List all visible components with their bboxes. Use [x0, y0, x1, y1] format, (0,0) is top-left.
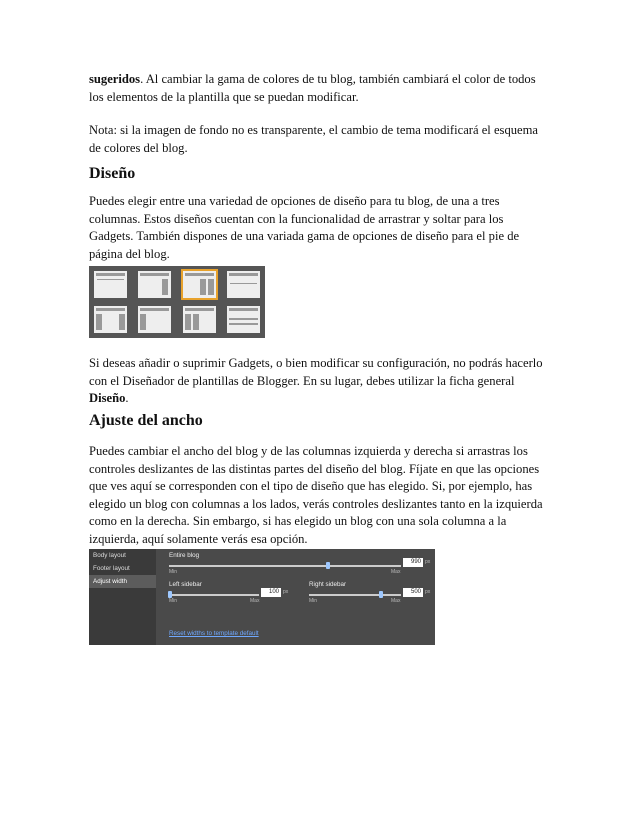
layout-thumb [138, 271, 171, 298]
entire-blog-slider-handle [326, 562, 330, 569]
left-sidebar-label: Left sidebar [169, 581, 202, 588]
right-sidebar-slider-handle [379, 591, 383, 598]
menu-item-body-layout: Body layout [93, 552, 126, 559]
left-sidebar-track [169, 594, 259, 596]
entire-blog-track [169, 565, 401, 567]
layout-thumb-selected [183, 271, 216, 298]
menu-item-footer-layout: Footer layout [93, 565, 130, 572]
right-sidebar-track [309, 594, 401, 596]
layout-thumb [183, 306, 216, 333]
left-sidebar-slider-handle [168, 591, 172, 598]
layout-menu [89, 549, 156, 645]
layout-thumb [94, 271, 127, 298]
right-sidebar-value: 500 [403, 588, 423, 597]
paragraph-note: Nota: si la imagen de fondo no es transparente, el cambio de tema modificará el esquema de colores del blog. [89, 123, 539, 155]
bold-text: Diseño [89, 391, 126, 405]
paragraph-colors [89, 71, 549, 106]
entire-blog-label: Entire blog [169, 552, 200, 559]
layout-thumb [227, 271, 260, 298]
bold-text: sugeridos [89, 72, 141, 86]
reset-widths-link: Reset widths to template default [169, 630, 259, 637]
menu-item-adjust-width: Adjust width [89, 575, 156, 588]
layout-thumb [94, 306, 127, 333]
section-heading-ajuste: Ajuste del ancho [89, 412, 203, 429]
entire-blog-value: 990 [403, 558, 423, 567]
layout-thumb [227, 306, 260, 333]
adjust-width-screenshot: Body layout Footer layout Adjust width Entire blog Min Max 990 px Left sidebar Min Max 100 px Right sidebar Min Max 500 px Reset widths to template default [89, 549, 435, 645]
layout-thumb [138, 306, 171, 333]
section-heading-diseno: Diseño [89, 165, 136, 182]
paragraph-ancho: Puedes cambiar el ancho del blog y de las columnas izquierda y derecha si arrastras los controles deslizantes de las distintas partes del diseño del blog. Fíjate en que las opciones que ves aquí se corresponden con el tipo de diseño que has elegido. Si, por ejemplo, has elegido un blog con columnas a los lados, verás controles deslizantes tanto en la izquierda como en la derecha. Sin embargo, si has elegido un blog con una sola columna a la izquierda, aquí solamente verás esa opción. [89, 444, 543, 546]
paragraph-text: . Al cambiar la gama de colores de tu blog, también cambiará el color de todos los elementos de la plantilla que se puedan modificar. [89, 72, 536, 104]
paragraph-diseno: Puedes elegir entre una variedad de opciones de diseño para tu blog, de una a tres columnas. Estos diseños cuentan con la funcionalidad de arrastrar y soltar para los Gadgets. También dispones de una variada gama de opciones de diseño para el pie de página del blog. [89, 194, 520, 261]
right-sidebar-label: Right sidebar [309, 581, 347, 588]
paragraph-gadgets: Si deseas añadir o suprimir Gadgets, o bien modificar su configuración, no podrás hacerlo con el Diseñador de plantillas de Blogger. En su lugar, debes utilizar la ficha general Diseño. [89, 356, 543, 405]
left-sidebar-value: 100 [261, 588, 281, 597]
layout-options-image [89, 266, 265, 338]
